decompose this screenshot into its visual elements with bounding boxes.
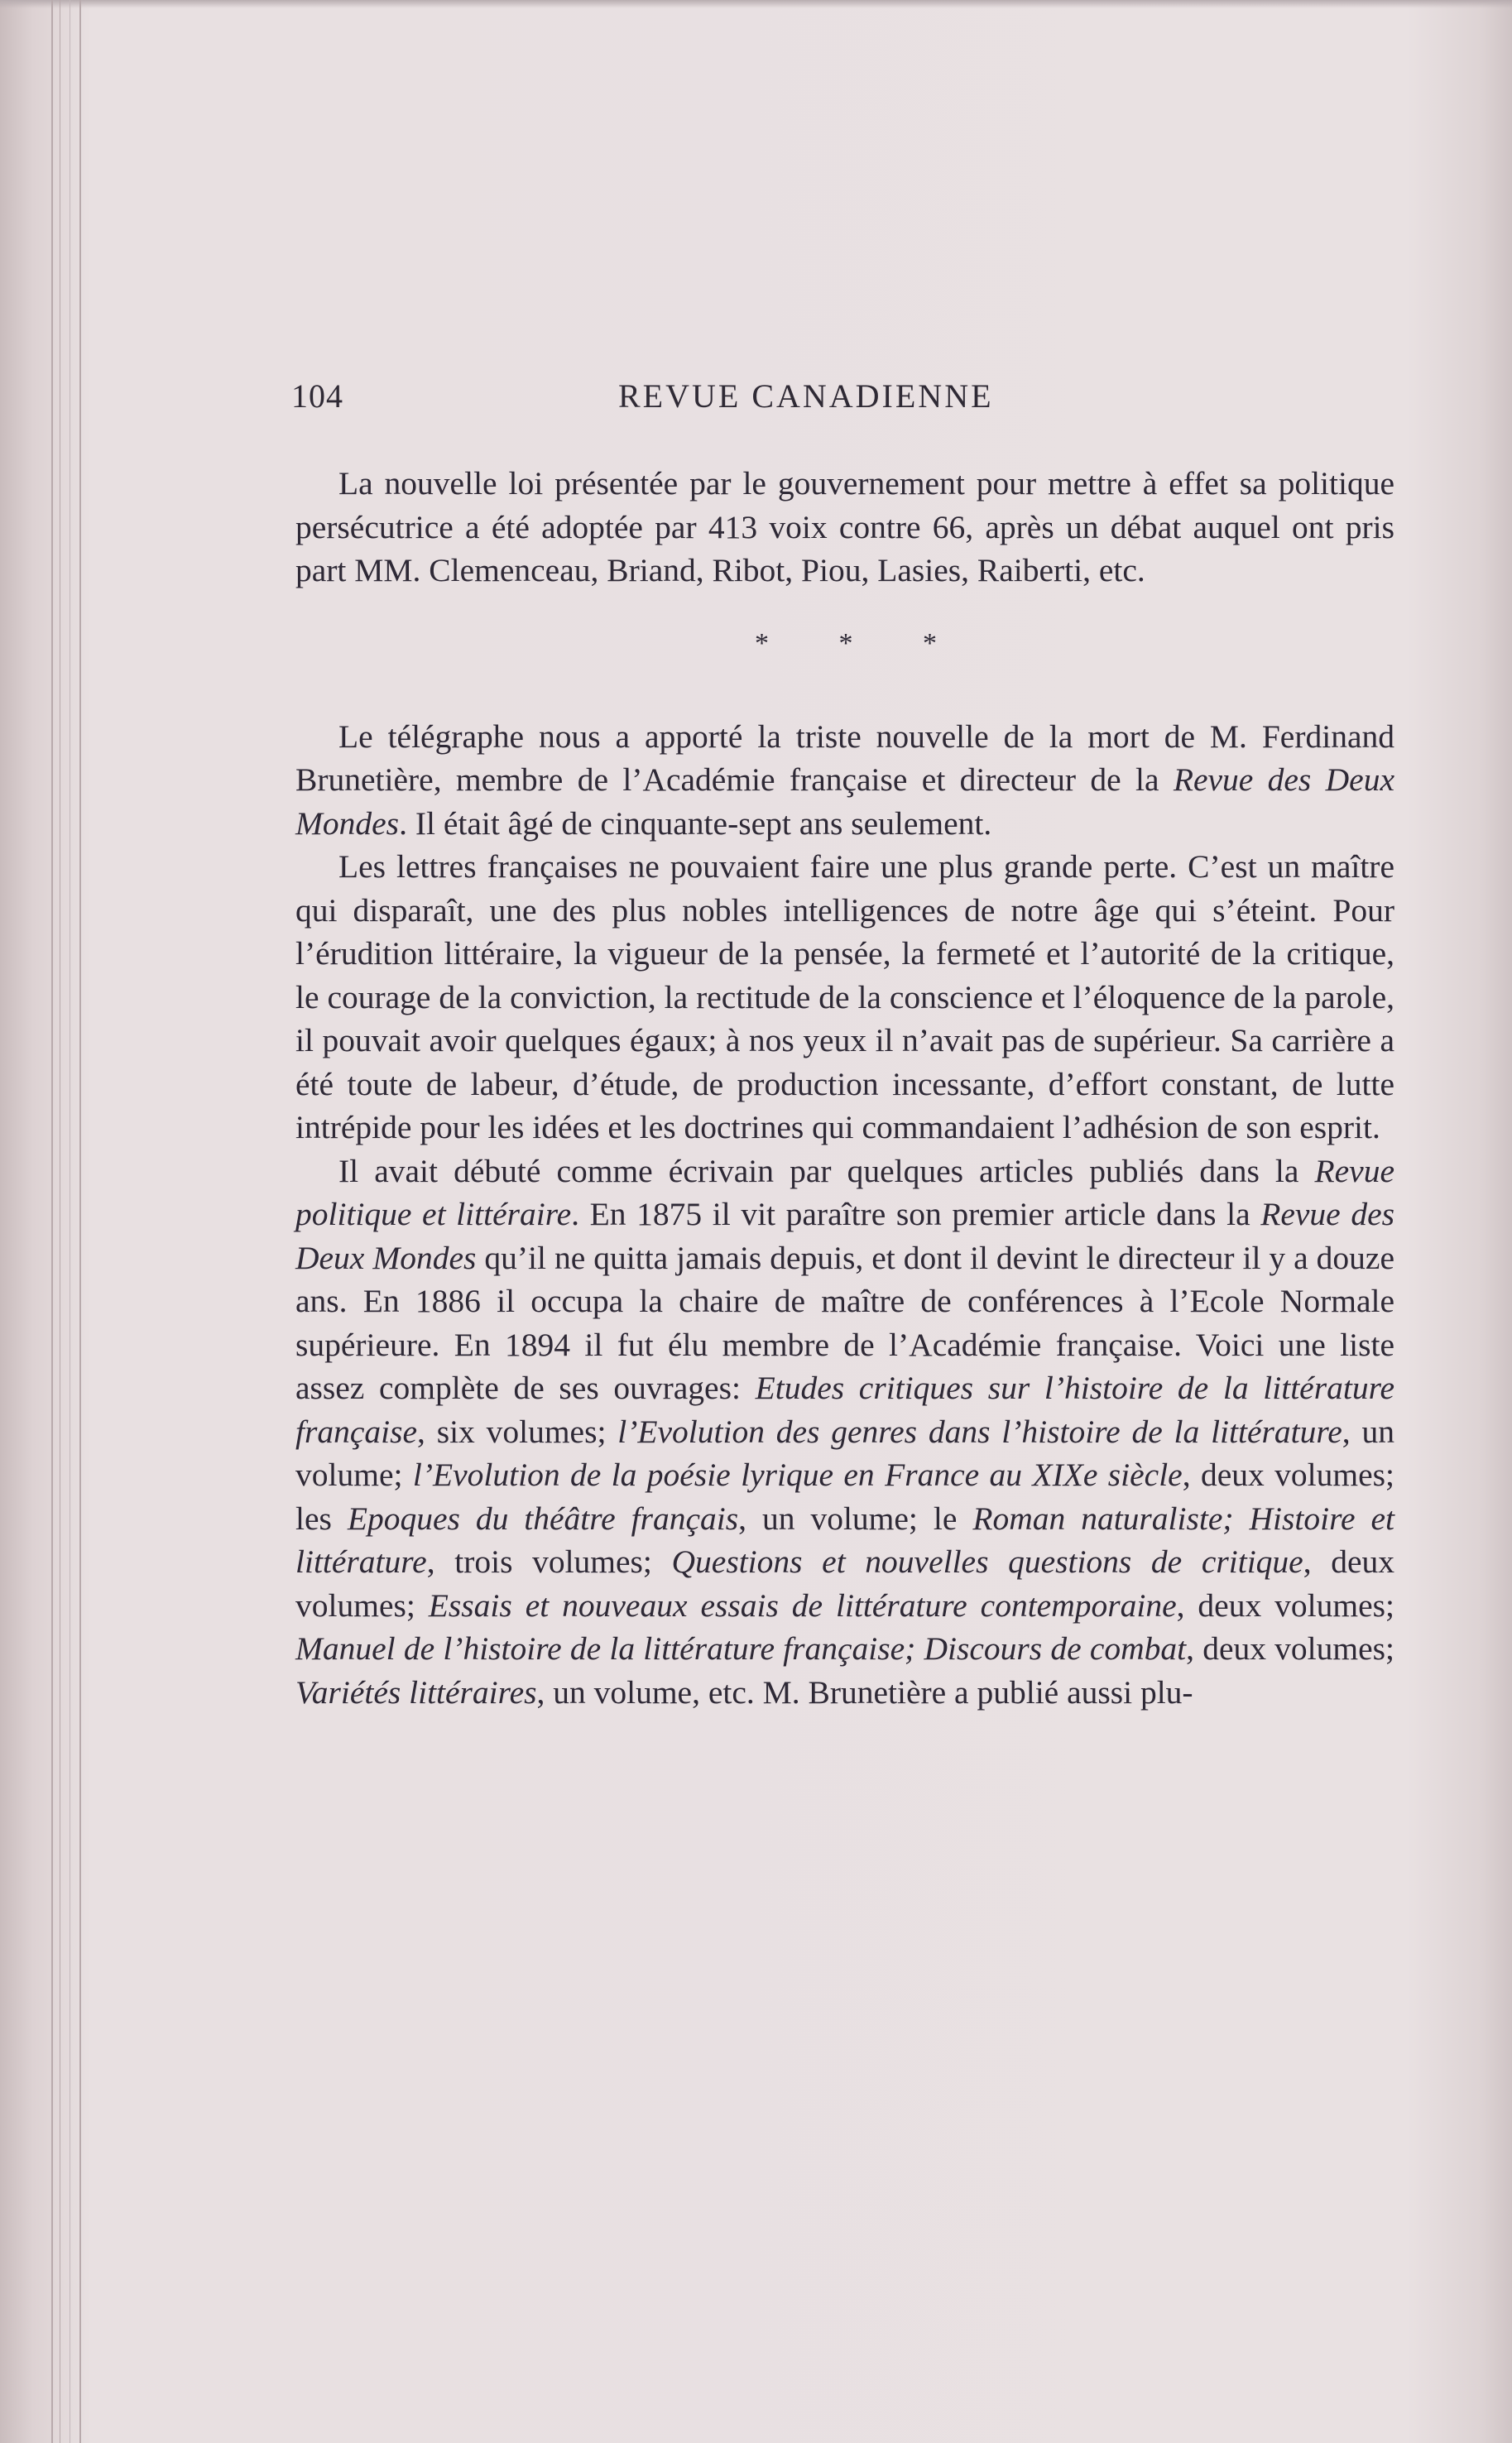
text-run: Le télégraphe nous a apporté la triste nouvelle de la mort de M. Ferdinand Brunetière, membre de l’Académie française et directeur de la — [295, 718, 1394, 798]
text-run: Il avait débuté comme écrivain par quelques articles publiés dans la — [338, 1152, 1315, 1189]
paragraph-death-notice — [295, 715, 1394, 846]
journal-title: REVUE CANADIENNE — [618, 377, 994, 415]
page-edge-line — [51, 0, 53, 2443]
text-run: . Il était âgé de cinquante-sept ans seulement. — [399, 804, 992, 842]
italic-title-run: l’Evolution de la poésie lyrique en France au XIXe siècle — [412, 1457, 1183, 1493]
italic-title-run: Revue des Deux Mondes — [295, 1196, 1394, 1276]
text-run: , un volume, etc. M. Brunetière a publié aussi plu- — [536, 1673, 1193, 1711]
article-body — [295, 462, 1394, 1714]
text-run: , deux volumes; — [1176, 1586, 1394, 1624]
running-head — [291, 377, 1084, 420]
italic-title-run: Manuel de l’histoire de la littérature française; Discours de combat — [295, 1630, 1187, 1667]
paragraph-career-works — [295, 1150, 1394, 1715]
page-edge-line — [79, 0, 81, 2443]
section-separator: * * * — [755, 627, 968, 659]
top-edge-shadow — [0, 0, 1512, 8]
italic-title-run: Variétés littéraires — [295, 1673, 537, 1711]
paragraph-tribute: Les lettres françaises ne pouvaient faire une plus grande perte. C’est un maître qui disparaît, une des plus nobles intelligences de notre âge qui s’éteint. Pour l’érudition littéraire, la vigueur de la pensée, la fermeté et l’autorité de la critique, le courage de la conviction, la rectitude de la conscience et l’éloquence de la parole, il pouvait avoir quelques égaux; à nos yeux il n’avait pas de supérieur. Sa carrière a été toute de labeur, d’étude, de production incessante, d’effort constant, de lutte intrépide pour les idées et les doctrines qui commandaient l’adhésion de son esprit. — [295, 848, 1394, 1145]
italic-title-run: Essais et nouveaux essais de littérature contemporaine — [428, 1586, 1177, 1624]
italic-title-run: Questions et nouvelles questions de critique — [671, 1543, 1303, 1580]
italic-title-run: Epoques du théâtre français — [347, 1500, 739, 1537]
italic-title-run: l’Evolution des genres dans l’histoire de la littérature — [617, 1413, 1342, 1450]
page-number: 104 — [291, 377, 343, 415]
italic-title-run: Revue politique et littéraire — [295, 1152, 1394, 1232]
text-run: . En 1875 il vit paraître son premier article dans la — [571, 1196, 1261, 1232]
italic-title-run: Etudes critiques sur l’histoire de la littérature française — [295, 1370, 1395, 1450]
text-run: , deux volumes; — [1186, 1630, 1394, 1667]
text-run: , deux volumes; — [295, 1543, 1394, 1624]
italic-title-run: Revue des Deux Mondes — [295, 761, 1394, 842]
text-run: , six volumes; — [417, 1413, 618, 1450]
text-run: qu’il ne quitta jamais depuis, et dont il devint le directeur il y a douze ans. En 1886 il occupa la chaire de maître de conférences à l’Ecole Normale supérieure. En 1894 il fut élu membre de l’Académie française. Voici une liste assez complète de ses ouvrages: — [295, 1239, 1394, 1406]
italic-title-run: Roman naturaliste; Histoire et littérature — [295, 1500, 1394, 1580]
text-run: , trois volumes; — [426, 1543, 672, 1580]
text-run: , un volume; — [295, 1413, 1394, 1493]
text-run: , un volume; le — [738, 1500, 973, 1537]
paragraph-law-vote: La nouvelle loi présentée par le gouvernement pour mettre à effet sa politique persécutrice a été adoptée par 413 voix contre 66, après un débat auquel ont pris part MM. Clemenceau, Briand, Ribot, Piou, Lasies, Raiberti, etc. — [295, 465, 1394, 588]
text-run: , deux volumes; les — [295, 1457, 1394, 1537]
